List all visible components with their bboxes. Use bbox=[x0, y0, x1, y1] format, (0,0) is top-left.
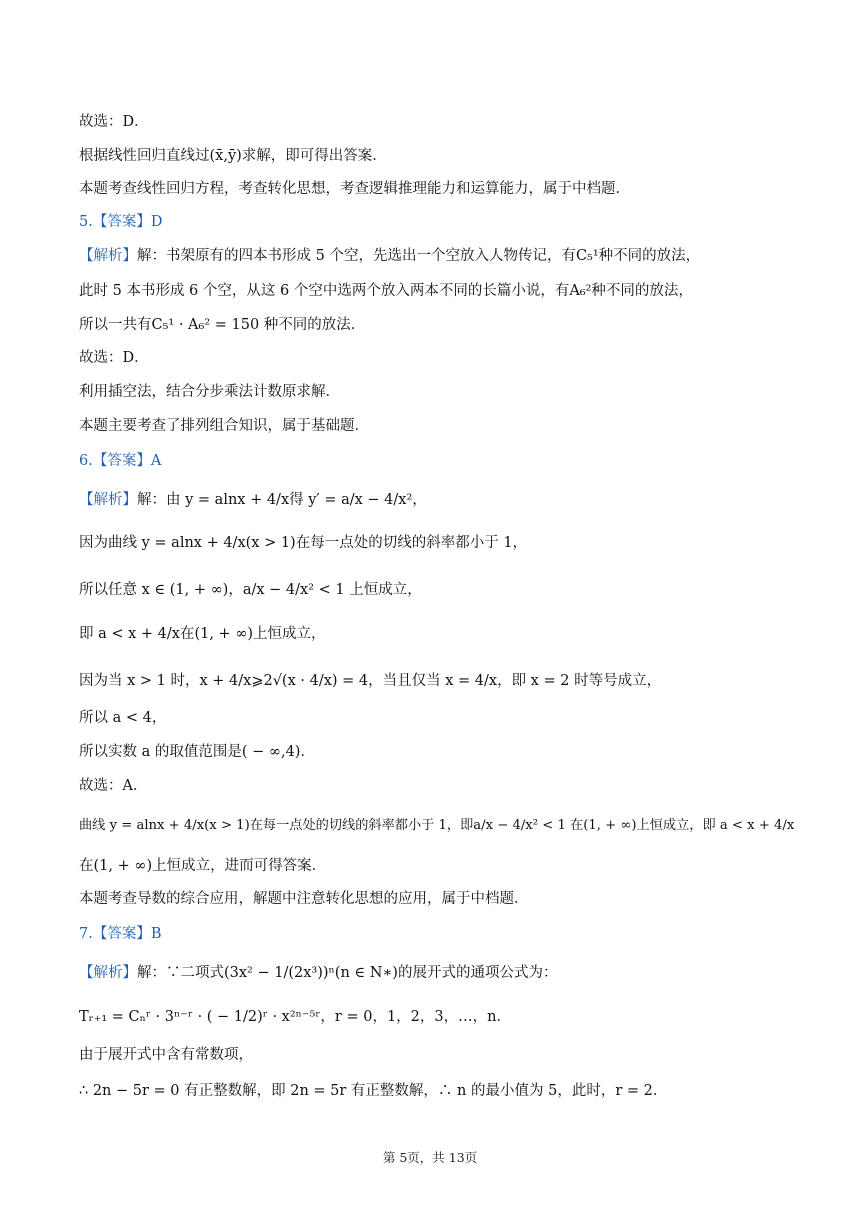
text-line: 在(1, + ∞)上恒成立，进而可得答案． bbox=[79, 858, 327, 874]
text-line: 因为当 x > 1 时，x + 4/x⩾2√(x · 4/x) = 4，当且仅当 x = 4/x，即 x = 2 时等号成立， bbox=[79, 673, 662, 689]
text-line: ∴ 2n − 5r = 0 有正整数解，即 2n = 5r 有正整数解，∴ n 的最小值为 5，此时，r = 2． bbox=[79, 1083, 668, 1099]
text-line: 故选：D． bbox=[79, 350, 149, 366]
text-line: Tᵣ₊₁ = Cₙʳ · 3ⁿ⁻ʳ · ( − 1/2)ʳ · x²ⁿ⁻⁵ʳ，r = 0，1，2，3，…，n． bbox=[79, 1009, 511, 1025]
text-line: 所以 a < 4， bbox=[79, 710, 167, 726]
text-line: 曲线 y = alnx + 4/x(x > 1)在每一点处的切线的斜率都小于 1，即a/x − 4/x² < 1 在(1, + ∞)上恒成立，即 a < x + 4/x bbox=[79, 818, 795, 833]
text-line: 故选：A． bbox=[79, 778, 148, 794]
text-line: 故选：D． bbox=[79, 114, 149, 130]
text-line: 本题考查导数的综合应用，解题中注意转化思想的应用，属于中档题． bbox=[79, 891, 529, 907]
text-line: 本题主要考查了排列组合知识，属于基础题． bbox=[79, 418, 369, 434]
text-line: 【解析】解：由 y = alnx + 4/x得 y′ = a/x − 4/x²， bbox=[79, 492, 427, 508]
text-line: 【解析】解：∵二项式(3x² − 1/(2x³))ⁿ(n ∈ N∗)的展开式的通项公式为： bbox=[79, 965, 558, 981]
page-footer: 第 5页，共 13页 bbox=[382, 1150, 478, 1165]
text-line: 利用插空法，结合分步乘法计数原求解． bbox=[79, 384, 340, 400]
analysis-tag: 【解析】 bbox=[79, 965, 137, 981]
answer-heading: 7.【答案】B bbox=[79, 926, 162, 942]
text-line: 即 a < x + 4/x在(1, + ∞)上恒成立， bbox=[79, 626, 326, 642]
analysis-tag: 【解析】 bbox=[79, 248, 137, 264]
text-line: 所以任意 x ∈ (1, + ∞)，a/x − 4/x² < 1 上恒成立， bbox=[79, 582, 422, 598]
text-line: 所以一共有C₅¹ · A₆² = 150 种不同的放法． bbox=[79, 317, 366, 333]
text-line: 所以实数 a 的取值范围是( − ∞,4)． bbox=[79, 744, 315, 760]
text-line: 由于展开式中含有常数项， bbox=[79, 1047, 253, 1063]
text-line: 【解析】解：书架原有的四本书形成 5 个空，先选出一个空放入人物传记，有C₅¹种不同的放法， bbox=[79, 248, 701, 264]
text-line: 本题考查线性回归方程，考查转化思想，考查逻辑推理能力和运算能力，属于中档题． bbox=[79, 181, 630, 197]
analysis-tag: 【解析】 bbox=[79, 492, 137, 508]
answer-heading: 5.【答案】D bbox=[79, 214, 163, 230]
answer-heading: 6.【答案】A bbox=[79, 453, 162, 469]
text-line: 此时 5 本书形成 6 个空，从这 6 个空中选两个放入两本不同的长篇小说，有A₆²种不同的放法， bbox=[79, 283, 693, 299]
text-line: 根据线性回归直线过(x̄,ȳ)求解，即可得出答案． bbox=[79, 148, 387, 164]
text-line: 因为曲线 y = alnx + 4/x(x > 1)在每一点处的切线的斜率都小于 1， bbox=[79, 535, 528, 551]
